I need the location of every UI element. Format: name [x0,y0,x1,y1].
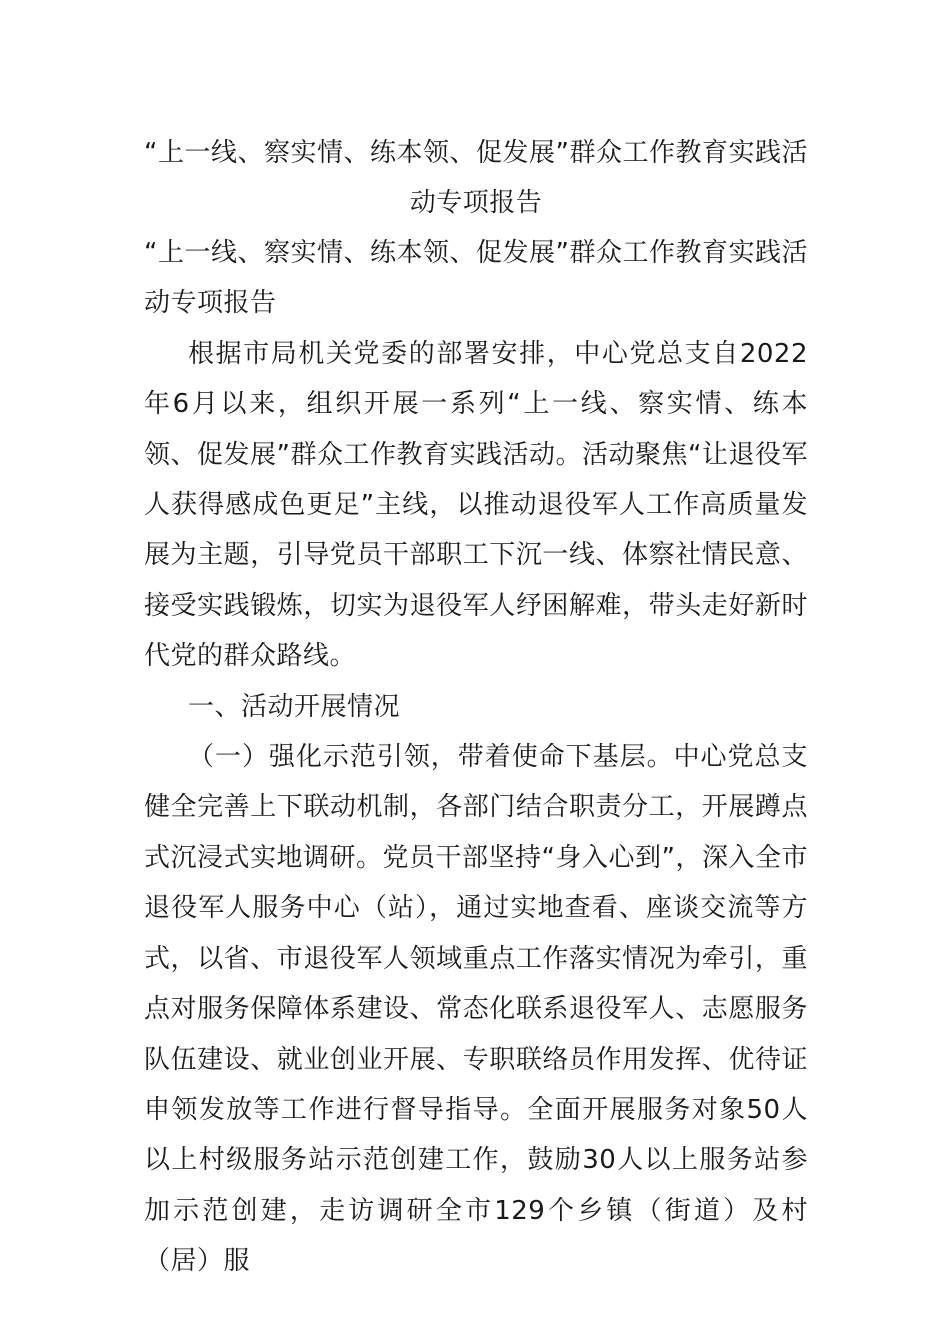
section-paragraph: （一）强化示范引领，带着使命下基层。中心党总支健全完善上下联动机制，各部门结合职责分工，开展蹲点式沉浸式实地调研。党员干部坚持“身入心到”，深入全市退役军人服务中心（站），通过实地查看、座谈交流等方式，以省、市退役军人领域重点工作落实情况为牵引，重点对服务保障体系建设、常态化联系退役军人、志愿服务队伍建设、就业创业开展、专职联络员作用发挥、优待证申领发放等工作进行督导指导。全面开展服务对象50人以上村级服务站示范创建工作，鼓励30人以上服务站参加示范创建，走访调研全市129个乡镇（街道）及村（居）服 [144,742,808,1277]
document-subtitle: “上一线、察实情、练本领、促发展”群众工作教育实践活动专项报告 [144,238,808,319]
document-title: “上一线、察实情、练本领、促发展”群众工作教育实践活动专项报告 [144,138,808,218]
document-body [144,228,808,1287]
section-heading: 一、活动开展情况 [188,691,401,722]
intro-paragraph: 根据市局机关党委的部署安排，中心党总支自2022年6月以来，组织开展一系列“上一线、察实情、练本领、促发展”群众工作教育实践活动。活动聚焦“让退役军人获得感成色更足”主线，以推动退役军人工作高质量发展为主题，引导党员干部职工下沉一线、体察社情民意、接受实践锻炼，切实为退役军人纾困解难，带头走好新时代党的群众路线。 [144,338,808,672]
